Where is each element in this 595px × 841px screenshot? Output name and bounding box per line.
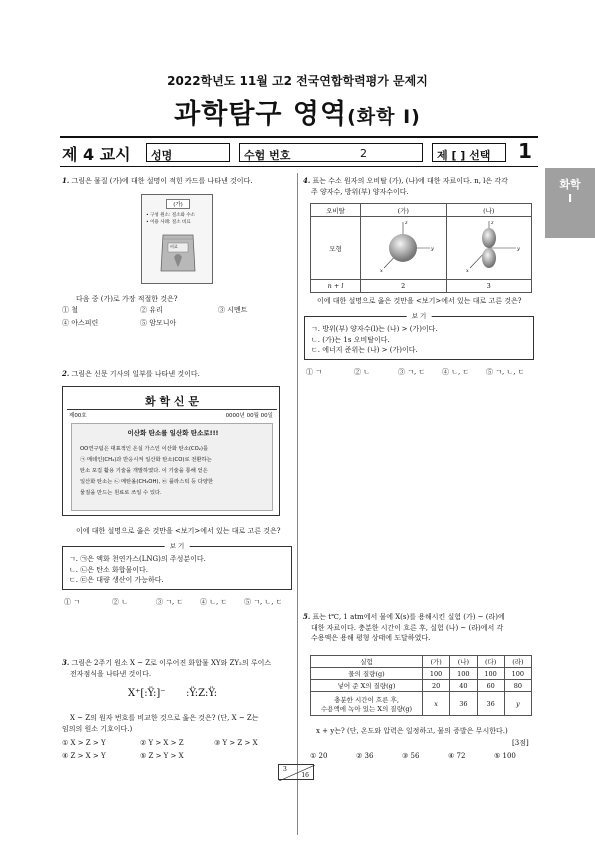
q2-body-line3: 탄소 포집 활용 기술을 개발하였다. 이 기술을 통해 얻은 [80, 468, 208, 474]
exam-title [0, 92, 595, 131]
q4-nl-a: 2 [361, 280, 447, 293]
q2-choice-4[interactable]: ④ ㄴ, ㄷ [200, 598, 228, 606]
q5-stem [303, 612, 539, 644]
subject-side-tab [545, 168, 595, 238]
q5-question: x + y는? (단, 온도와 압력은 일정하고, 물의 증발은 무시한다.) [316, 727, 508, 735]
p-orbital-diagram [454, 218, 524, 276]
q1-choice-1[interactable]: ① 철 [62, 306, 78, 314]
q4-choice-5[interactable]: ⑤ ㄱ, ㄴ, ㄷ [486, 368, 525, 376]
q1-card [141, 194, 213, 284]
q3-lewis-xy: X⁺[:Ÿ:]⁻ [128, 688, 166, 699]
q2-bogi-item-2: ㄴ. ㉡은 탄소 화합물이다. [69, 565, 148, 574]
q1-question: 다음 중 (가)로 가장 적절한 것은? [76, 295, 178, 303]
s-orbital-diagram [368, 218, 438, 276]
q5-row3-label-line2: 수용액에 녹아 있는 X의 질량(g) [320, 704, 413, 713]
q4-stem-line2: 주 양자수, 방위(부) 양자수이다. [311, 187, 409, 196]
page-current: 3 [283, 766, 287, 773]
svg-text:x: x [465, 268, 469, 274]
q1-card-line1: • 구성 원소: 질소와 수소 [146, 213, 196, 218]
q3-choice-4[interactable]: ④ Z > X > Y [62, 752, 106, 760]
q3-stem [62, 658, 294, 679]
q4-row-model: 모형 [311, 217, 361, 280]
q4-bogi-item-1: ㄱ. 방위(부) 양자수(l)는 (나) > (가)이다. [311, 325, 438, 333]
q5-choice-4[interactable]: ④ 72 [448, 752, 466, 760]
q5-experiment-table [310, 655, 532, 716]
q5-row3-a: x [423, 692, 450, 716]
q5-head-exp: 실험 [311, 656, 423, 668]
q4-bogi-item-3: ㄷ. 에너지 준위는 (나) > (가)이다. [311, 346, 418, 354]
q3-number: 3. [62, 658, 70, 667]
svg-text:x: x [380, 268, 384, 274]
q5-row2-a: 20 [423, 680, 450, 692]
q5-choice-5[interactable]: ⑤ 100 [494, 752, 516, 760]
q5-stem-line3: 수용액은 용해 평형 상태에 도달하였다. [311, 634, 431, 642]
q5-choice-1[interactable]: ① 20 [310, 752, 328, 760]
q4-col-a: (가) [361, 204, 447, 217]
page-total: 16 [301, 772, 309, 779]
q2-body-line5: 물질을 만드는 원료로 쓰일 수 있다. [80, 490, 162, 496]
q2-body-line1: OO연구팀은 대표적인 온실 가스인 이산화 탄소(CO₂)를 [80, 446, 209, 452]
svg-text:z: z [490, 220, 494, 226]
q5-choice-2[interactable]: ② 36 [356, 752, 374, 760]
q5-head-c: (다) [477, 656, 504, 668]
page-indicator [278, 764, 314, 780]
q2-newspaper [62, 386, 280, 516]
q2-news-article [71, 423, 273, 511]
q4-model-a [361, 217, 447, 280]
q1-number: 1. [62, 176, 70, 185]
q5-choice-3[interactable]: ③ 56 [402, 752, 420, 760]
q4-col-orbital: 오비탈 [311, 204, 361, 217]
q5-row1-label: 물의 질량(g) [311, 668, 423, 680]
column-divider [297, 173, 298, 835]
q2-body-line2: ㉠ 메테인(CH₄)과 반응시켜 일산화 탄소(CO)로 전환하는 [80, 457, 212, 463]
q5-head-b: (나) [450, 656, 477, 668]
exam-number-box [239, 143, 423, 162]
exam-number-label: 수험 번호 [244, 149, 291, 162]
side-tab-line2: I [567, 192, 573, 205]
side-tab-line1: 화학 [559, 178, 581, 191]
q2-bogi-item-3: ㄷ. ㉢은 대량 생산이 가능하다. [69, 576, 164, 584]
q5-stem-line1: 표는 t℃, 1 atm에서 물에 X(s)를 용해시킨 실험 (가) ~ (라)에 [312, 613, 505, 621]
q4-bogi-item-2: ㄴ. (가)는 1s 오비탈이다. [311, 335, 390, 344]
q1-card-label: (가) [166, 199, 190, 209]
q2-news-issue: 제00호 [69, 413, 87, 419]
q3-choice-5[interactable]: ⑤ Z > Y > X [140, 752, 184, 760]
q5-row3-d: y [504, 692, 531, 716]
q2-news-date: 0000년 00월 00일 [225, 413, 273, 419]
q4-choice-1[interactable]: ① ㄱ [306, 368, 322, 376]
q1-stem-text: 그림은 물질 (가)에 대한 설명이 적힌 카드를 나타낸 것이다. [71, 177, 253, 185]
q2-number: 2. [62, 369, 70, 378]
svg-text:y: y [431, 246, 435, 252]
q3-stem-line1: 그림은 2주기 원소 X ~ Z로 이루어진 화합물 XY와 ZY₂의 루이스 [71, 659, 272, 667]
exam-title-main: 과학탐구 영역 [174, 99, 348, 130]
q4-stem-line1: 표는 수소 원자의 오비탈 (가), (나)에 대한 자료이다. n, l은 각각 [312, 177, 508, 185]
q4-question: 이에 대한 설명으로 옳은 것만을 <보기>에서 있는 대로 고른 것은? [317, 297, 522, 305]
period-label: 제 4 교시 [62, 145, 131, 164]
q5-row3-label [311, 692, 423, 716]
q5-head-d: (라) [504, 656, 531, 668]
q3-question-line2: 임의의 원소 기호이다.) [62, 724, 133, 733]
q5-row3-c: 36 [477, 692, 504, 716]
name-box [146, 143, 230, 162]
select-label: 제 [ ] 선택 [437, 149, 491, 162]
q1-choice-2[interactable]: ② 유리 [140, 306, 163, 314]
q3-choice-1[interactable]: ① X > Z > Y [62, 739, 106, 747]
q3-choice-2[interactable]: ② Y > X > Z [140, 739, 184, 747]
q2-stem-text: 그림은 신문 기사의 일부를 나타낸 것이다. [71, 370, 200, 378]
q2-choice-5[interactable]: ⑤ ㄱ, ㄴ, ㄷ [244, 598, 283, 606]
q4-orbital-table [310, 203, 532, 293]
q5-row1-b: 100 [450, 668, 477, 680]
q1-card-line2: • 이용 사례: 질소 비료 [146, 220, 191, 225]
q5-row1-d: 100 [504, 668, 531, 680]
q4-col-b: (나) [446, 204, 532, 217]
q2-stem [62, 369, 294, 380]
header-rule-top [60, 136, 538, 138]
q2-choice-2[interactable]: ② ㄴ [112, 598, 128, 606]
q4-row-nl: n + l [311, 280, 361, 293]
q4-bogi-label: 보 기 [407, 312, 432, 322]
q5-row2-c: 60 [477, 680, 504, 692]
q1-choice-3[interactable]: ③ 시멘트 [218, 306, 248, 314]
q1-choice-4[interactable]: ④ 아스피린 [62, 319, 99, 327]
q2-body-line4: 일산화 탄소는 ㉡ 메탄올(CH₃OH), ㉢ 플라스틱 등 다양한 [80, 479, 214, 485]
q5-head-a: (가) [423, 656, 450, 668]
q4-choice-2[interactable]: ② ㄴ [354, 368, 370, 376]
svg-text:y: y [516, 246, 520, 252]
q4-choice-4[interactable]: ④ ㄴ, ㄷ [442, 368, 470, 376]
q5-row3-label-line1: 충분한 시간이 흐른 후, [334, 695, 399, 704]
q2-choice-3[interactable]: ③ ㄱ, ㄷ [156, 598, 184, 606]
q3-stem-line2: 전자점식을 나타낸 것이다. [70, 669, 152, 678]
svg-text:z: z [405, 220, 408, 226]
q5-row2-b: 40 [450, 680, 477, 692]
q2-bogi-box [62, 542, 292, 590]
q3-question-line1: X ~ Z의 원자 번호를 비교한 것으로 옳은 것은? (단, X ~ Z는 [70, 714, 259, 722]
name-label: 성명 [151, 149, 173, 162]
exam-number-value: 2 [360, 147, 367, 160]
q3-question [62, 713, 296, 734]
q2-bogi-item-1: ㄱ. ㉠은 액화 천연가스(LNG)의 주성분이다. [69, 555, 206, 563]
q2-question: 이에 대한 설명으로 옳은 것만을 <보기>에서 있는 대로 고른 것은? [76, 527, 281, 535]
q1-bag-label: 비료 [170, 244, 178, 249]
q3-choice-3[interactable]: ③ Y > Z > X [214, 739, 258, 747]
page-number: 1 [518, 139, 532, 163]
exam-title-sub: (화학 I) [347, 106, 421, 128]
q5-row3-b: 36 [450, 692, 477, 716]
q1-stem [62, 176, 294, 187]
header-rule-bottom [60, 166, 538, 167]
q4-model-b [446, 217, 532, 280]
fertilizer-bag-icon [160, 231, 196, 275]
q2-choice-1[interactable]: ① ㄱ [64, 598, 80, 606]
exam-subtitle: 2022학년도 11월 고2 전국연합학력평가 문제지 [167, 74, 428, 88]
q4-number: 4. [303, 176, 311, 185]
q4-nl-b: 3 [446, 280, 532, 293]
q2-news-body [80, 444, 272, 499]
q4-choice-3[interactable]: ③ ㄱ, ㄷ [398, 368, 426, 376]
q5-number: 5. [303, 612, 311, 621]
q4-stem [303, 176, 539, 197]
q3-lewis-zy2: :Ÿ:Z:Ÿ: [186, 688, 218, 699]
select-box [432, 143, 506, 162]
q2-headline: 이산화 탄소를 일산화 탄소로!!! [127, 429, 219, 437]
q5-row1-c: 100 [477, 668, 504, 680]
q2-bogi-label: 보 기 [165, 542, 190, 552]
q5-points: [3점] [512, 739, 529, 747]
q2-news-title: 화 학 신 문 [145, 395, 199, 408]
q4-bogi-box [304, 312, 534, 360]
q2-news-rule [67, 409, 277, 410]
q5-row2-label: 넣어 준 X의 질량(g) [311, 680, 423, 692]
q5-stem-line2: 대한 자료이다. 충분한 시간이 흐른 후, 실험 (나) ~ (라)에서 각 [311, 623, 504, 632]
q5-row1-a: 100 [423, 668, 450, 680]
q1-choice-5[interactable]: ⑤ 암모니아 [140, 319, 177, 327]
q5-row2-d: 80 [504, 680, 531, 692]
